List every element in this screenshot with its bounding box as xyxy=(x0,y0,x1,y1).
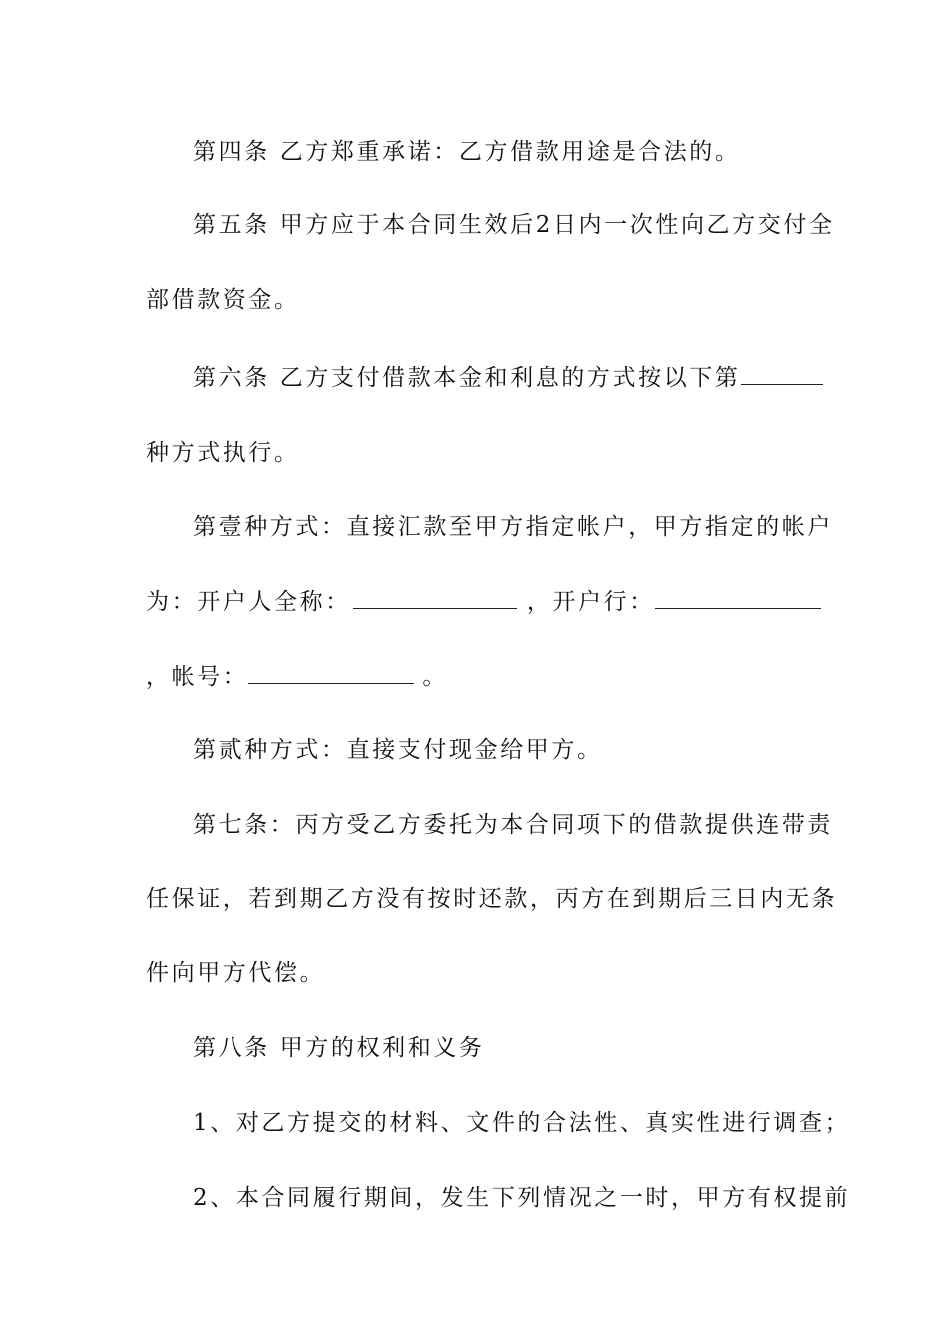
clause-2-line xyxy=(193,1183,851,1213)
article-8-text: 第八条 甲方的权利和义务 xyxy=(193,1035,485,1061)
article-5-line-1 xyxy=(193,210,835,240)
bank-blank xyxy=(655,588,821,609)
article-7-line-1 xyxy=(193,810,833,840)
method-1-line-1 xyxy=(193,512,833,542)
article-4-text: 第四条 乙方郑重承诺：乙方借款用途是合法的。 xyxy=(193,139,741,165)
article-5-text-1: 第五条 甲方应于本合同生效后2日内一次性向乙方交付全 xyxy=(193,212,835,238)
sentence-end: 。 xyxy=(422,664,449,690)
article-8-heading xyxy=(193,1033,808,1063)
article-7-line-3 xyxy=(146,958,808,988)
clause-1-line xyxy=(193,1108,851,1138)
method-number-blank xyxy=(741,364,823,385)
article-6-line-2 xyxy=(146,438,808,468)
method-2-text: 第贰种方式：直接支付现金给甲方。 xyxy=(193,737,603,763)
method-1-line-2 xyxy=(146,587,808,617)
article-7-text-3: 件向甲方代偿。 xyxy=(146,960,326,986)
clause-2-text: 2、本合同履行期间，发生下列情况之一时，甲方有权提前 xyxy=(193,1185,851,1211)
account-holder-label: 为：开户人全称： xyxy=(146,589,351,615)
article-6-line-1 xyxy=(193,363,808,393)
article-6-text-1: 第六条 乙方支付借款本金和利息的方式按以下第 xyxy=(193,365,741,391)
clause-1-text: 1、对乙方提交的材料、文件的合法性、真实性进行调查； xyxy=(193,1110,851,1136)
account-holder-blank xyxy=(353,588,517,609)
article-5-text-2: 部借款资金。 xyxy=(146,287,300,313)
account-number-label: ，帐号： xyxy=(146,664,249,690)
article-7-text-2: 任保证，若到期乙方没有按时还款，丙方在到期后三日内无条 xyxy=(146,886,838,912)
method-1-text-1: 第壹种方式：直接汇款至甲方指定帐户，甲方指定的帐户 xyxy=(193,514,833,540)
article-4-line xyxy=(193,137,808,167)
bank-label: ，开户行： xyxy=(526,589,655,615)
article-7-line-2 xyxy=(146,884,838,914)
method-2-line xyxy=(193,735,808,765)
article-5-line-2 xyxy=(146,285,808,315)
method-1-line-3 xyxy=(146,662,808,692)
article-7-text-1: 第七条：丙方受乙方委托为本合同项下的借款提供连带责 xyxy=(193,812,833,838)
article-6-text-2: 种方式执行。 xyxy=(146,440,300,466)
account-number-blank xyxy=(248,663,414,684)
